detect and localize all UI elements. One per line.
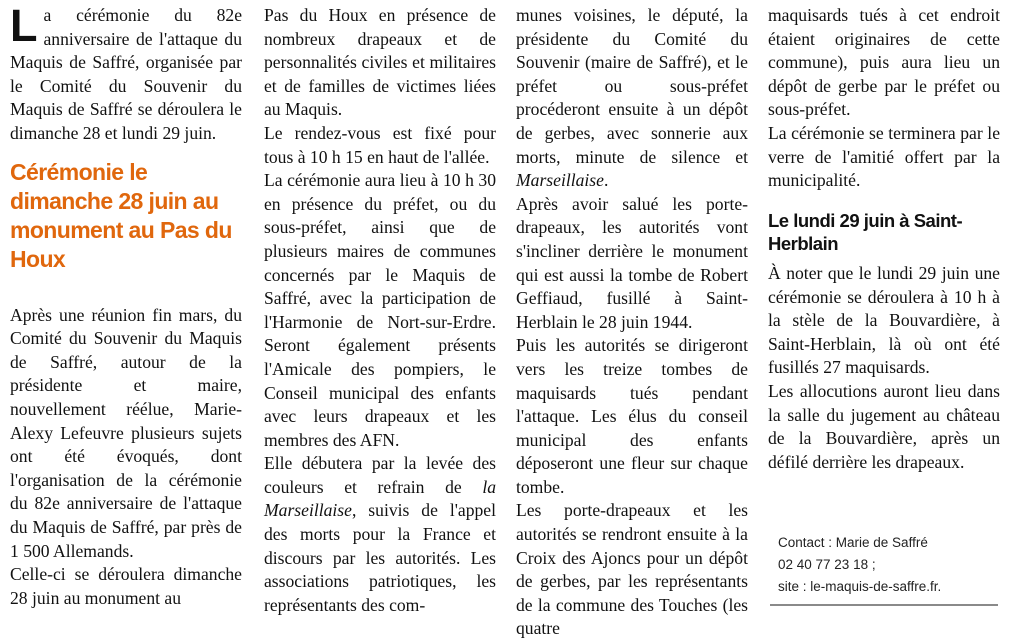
paragraph: Après avoir salué les porte-drapeaux, les autorités vont s'incliner derrière le monument qui est aussi la tombe de Robert Geffiaud, fusillé à Saint-Herblain le 28 juin 1944. [516,193,748,332]
paragraph: maquisards tués à cet endroit étaient originaires de cette commune), puis aura lieu un dépôt de gerbe par le préfet ou sous-préfet. [768,5,1000,120]
paragraph: Les allocutions auront lieu dans la salle du jugement au château de la Bouvardière, après un défilé derrière les drapeaux. [768,380,1000,472]
drop-cap: L [10,0,38,51]
paragraph: La cérémonie se terminera par le verre de l'amitié offert par la municipalité. [768,122,1000,191]
text-run: . [603,170,609,191]
contact-name: Contact : Marie de Saffré [778,535,928,550]
text-run: , suivis de l'appel des morts pour la France et discours par les autorités. Les associations patriotiques, les représentants des com- [264,500,496,615]
italic-text: Marseillaise [516,170,604,191]
paragraph: Après une réunion fin mars, du Comité du Souvenir du Maquis de Saffré, autour de la présidente et maire, nouvellement réélue, Marie-Alexy Lefeuvre plusieurs sujets ont été évoqués, dont l'organisation de la cérémonie du 82e anniversaire de l'attaque du Maquis de Saffré, par près de 1 500 Allemands. [10,304,242,561]
subheading: Le lundi 29 juin à Saint-Herblain [768,209,963,255]
paragraph [516,4,748,193]
contact-box [770,532,998,606]
contact-divider [770,604,998,606]
intro-text: a cérémonie du 82e anniversaire de l'attaque du Maquis de Saffré, organisée par le Comité du Souvenir du Maquis de Saffré se déroulera le dimanche 28 et lundi 29 juin. [10,5,242,143]
article-column-3 [516,4,748,641]
paragraph: Celle-ci se déroulera dimanche 28 juin au monument au [10,564,242,608]
contact-site: site : le-maquis-de-saffre.fr. [778,579,942,594]
paragraph: La cérémonie aura lieu à 10 h 30 en présence du préfet, ou du sous-préfet, ainsi que de plusieurs maires de communes concernés par le Maquis de Saffré, avec la participation de l'Harmonie de Nort-sur-Erdre. Seront également présents l'Amicale des pompiers, le Conseil municipal des enfants avec leurs drapeaux et les membres des AFN. [264,170,496,450]
paragraph [264,452,496,617]
paragraph: Pas du Houx en présence de nombreux drapeaux et de personnalités civiles et militaires et de familles de victimes liées au Maquis. [264,5,496,120]
contact-phone: 02 40 77 23 18 ; [778,557,876,572]
paragraph: À noter que le lundi 29 juin une cérémonie se déroulera à 10 h à la stèle de la Bouvardière, à Saint-Herblain, là où ont été fusillés 27 maquisards. [768,262,1000,378]
article-column-2 [264,4,496,617]
text-run: Elle débutera par la levée des couleurs et refrain de [264,453,496,497]
article-column-1 [10,0,242,610]
text-run: munes voisines, le député, la présidente du Comité du Souvenir (maire de Saffré), et le préfet ou sous-préfet procéderont ensuite à un dépôt de gerbes, avec sonnerie aux morts, minute de silence et [516,5,748,167]
paragraph: Les porte-drapeaux et les autorités se rendront ensuite à la Croix des Ajoncs pour un dépôt de gerbes, par les représentants de la commune des Touches (les quatre [516,500,748,639]
headline: Cérémonie le dimanche 28 juin au monument au Pas du Houx [10,158,232,272]
article-column-4 [768,4,1000,474]
italic-text: la Marseillaise [264,476,496,521]
intro-paragraph [10,0,242,146]
paragraph: Le rendez-vous est fixé pour tous à 10 h 15 en haut de l'allée. [264,122,496,167]
paragraph: Puis les autorités se dirigeront vers les treize tombes de maquisards tués pendant l'attaque. Les élus du conseil municipal des enfants déposeront une fleur sur chaque tombe. [516,335,748,497]
